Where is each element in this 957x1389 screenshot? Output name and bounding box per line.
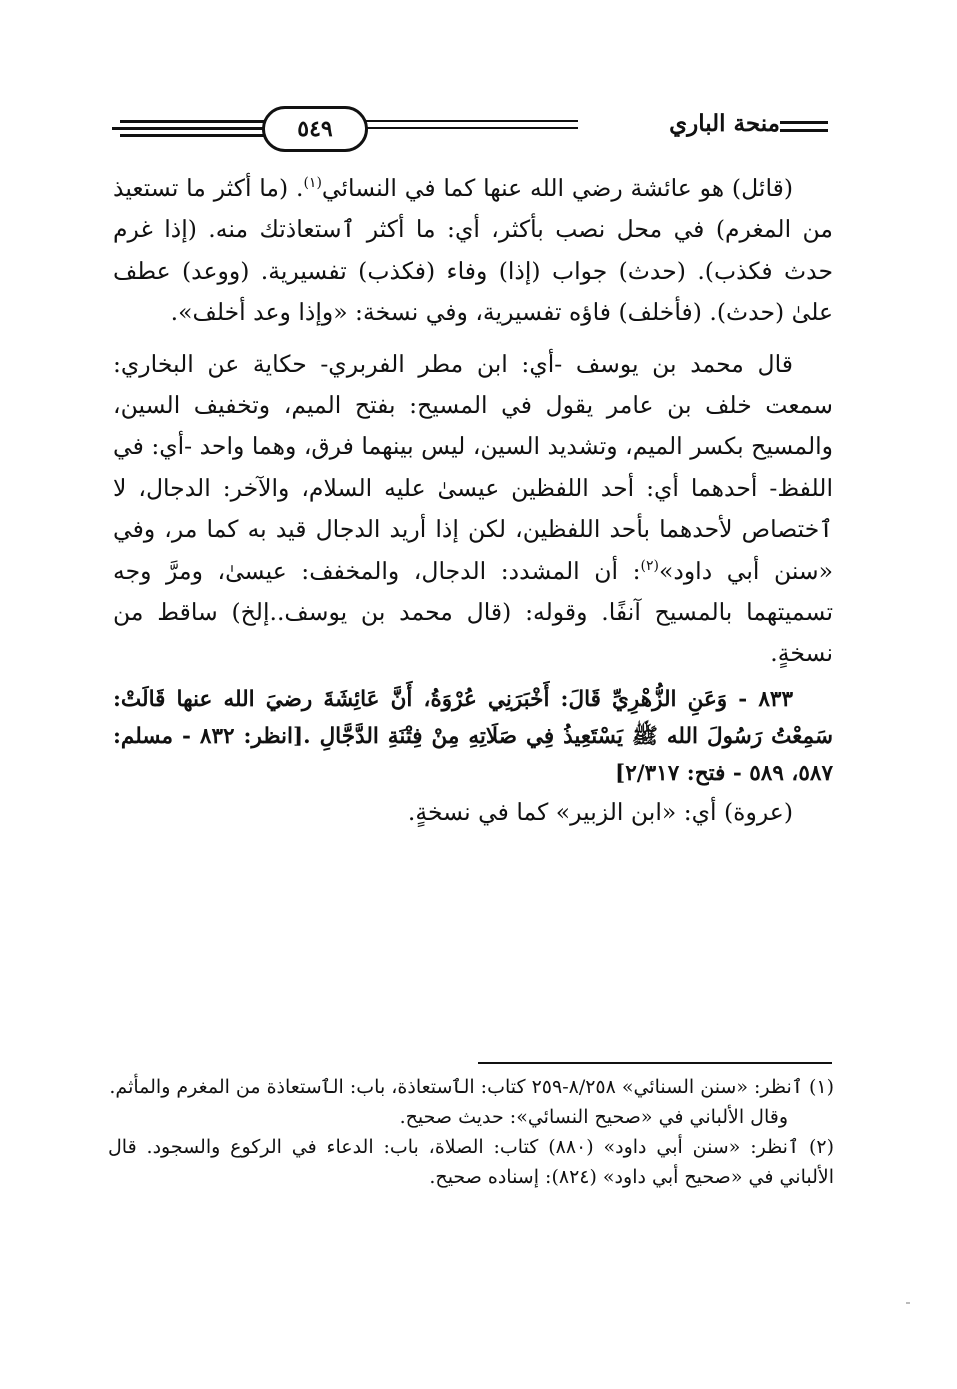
header-rule-left-3	[120, 134, 268, 137]
header-rule-right-2	[780, 129, 828, 132]
footnote-1: (١) ٱنظر: «سنن السنائي» ٨/٢٥٨-٢٥٩ كتاب: الٱستعاذة، باب: الٱستعاذة من المغرم والمأثم.	[109, 1076, 834, 1098]
paragraph-2-text-b: : أن المشدد: الدجال، والمخفف: عيسىٰ، ومرَّ وجه تسميتهما بالمسيح آنفًا. وقوله: (قال محمد بن يوسف..إلخ) ساقط من نسخةٍ.	[113, 556, 833, 668]
header-rule-left-1	[120, 120, 268, 123]
scan-speck	[906, 1302, 910, 1304]
paragraph-2	[113, 344, 833, 675]
hadith-text: ٨٣٣ - وَعَنِ الزُّهْرِيِّ قَالَ: أَخْبَرَنِي عُرْوَةُ، أَنَّ عَائِشَةَ رضيَ الله عنها قَالَتْ: سَمِعْتُ رَسُولَ الله ﷺ يَسْتَعِيذُ فِي صَلَاتِهِ مِنْ فِتْنَةِ الدَّجَّالِ .[انظر: ٨٣٢ - مسلم: ٥٨٧، ٥٨٩ - فتح: ٢/٣١٧]	[113, 686, 833, 786]
footnotes	[108, 1072, 834, 1192]
paragraph-1-text-a: (قائل) هو عائشة رضي الله عنها كما في النسائي	[321, 174, 794, 202]
paragraph-1	[113, 168, 833, 334]
paragraph-2-text-a: قال محمد بن يوسف -أي: ابن مطر الفربري- حكاية عن البخاري: سمعت خلف بن عامر يقول في المسيح: بفتح الميم، وتخفيف السين، والمسيح بكسر الميم، وتشديد السين، ليس بينهما فرق، وهما واحد -أي: في اللفظ- أحدهما أي: أحد اللفظين عيسىٰ عليه السلام، والآخر: الدجال، لا ٱختصاص لأحدهما بأحد اللفظين، لكن إذا أريد الدجال قيد به كما مر، وفي «سنن أبي داود»	[113, 349, 833, 585]
page-number: ٥٤٩	[262, 106, 368, 152]
page-header	[112, 100, 832, 156]
header-rule-middle-1	[360, 120, 578, 122]
header-rule-right-1	[780, 121, 828, 124]
paragraph-1-text-b: . (ما أكثر ما تستعيذ من المغرم) في محل نصب بأكثر، أي: ما أكثر ٱستعاذتك منه. (إذا غرم حدث فكذب). (حدث) جواب (إذا) وفاء (فكذب) تفسيرية. (ووعد) عطف علىٰ (حدث). (فأخلف) فاؤه تفسيرية، وفي نسخة: «وإذا وعد أخلف».	[113, 174, 833, 327]
header-rule-left-2	[112, 127, 268, 130]
footnote-ref-2: (٢)	[640, 557, 659, 574]
header-rule-middle-2	[360, 127, 578, 129]
footnote-ref-1: (١)	[303, 175, 322, 192]
book-title: منحة الباري	[669, 110, 780, 137]
paragraph-4: (عروة) أي: «ابن الزبير» كما في نسخةٍ.	[407, 797, 793, 826]
footnote-2: (٢) ٱنظر: «سنن أبي داود» (٨٨٠) كتاب: الصلاة، باب: الدعاء في الركوع والسجود. قال الألباني في «صحيح أبي داود» (٨٢٤): إسناده صحيح.	[108, 1136, 835, 1188]
footnote-separator	[478, 1062, 832, 1064]
main-text	[113, 168, 833, 833]
footnote-1-continuation: وقال الألباني في «صحيح النسائي»: حديث صحيح.	[399, 1106, 788, 1128]
